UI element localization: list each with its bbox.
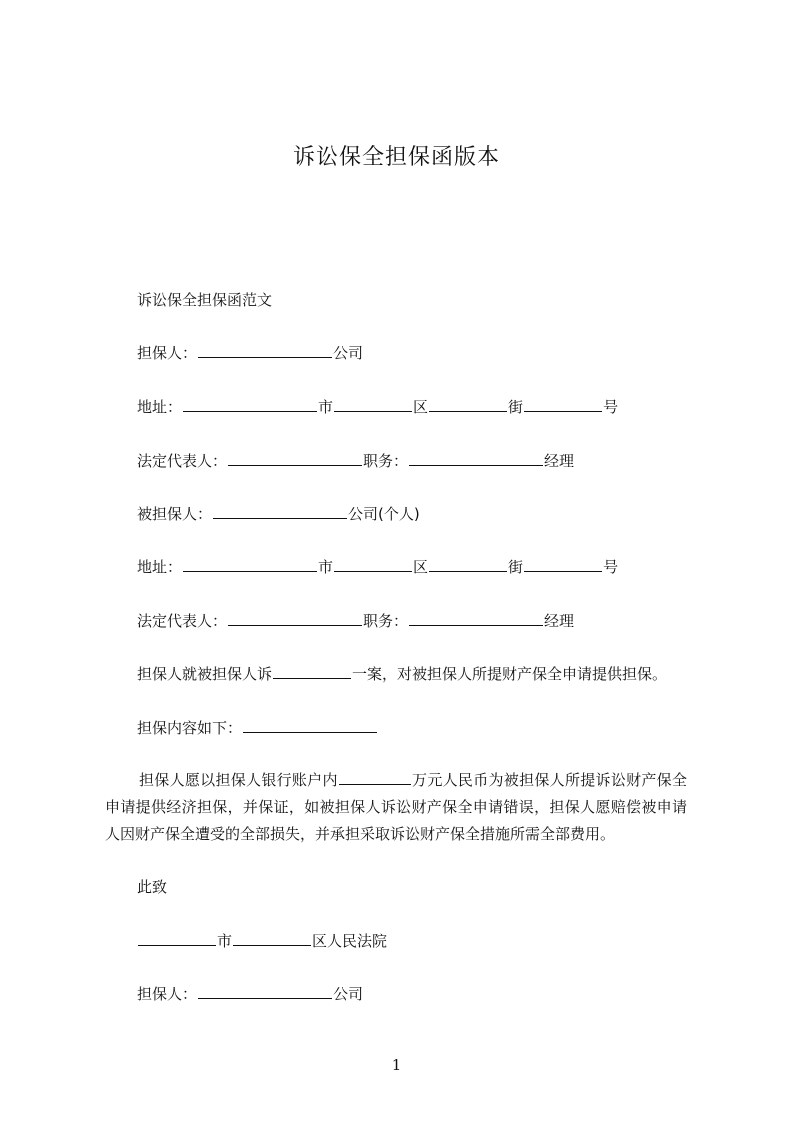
- district-label: 区: [413, 398, 429, 416]
- street-blank[interactable]: [429, 557, 507, 572]
- city-blank[interactable]: [183, 557, 317, 572]
- guarantor-line: [137, 343, 363, 363]
- street-label: 街: [508, 398, 524, 416]
- rep-blank[interactable]: [228, 451, 362, 466]
- number-blank[interactable]: [524, 397, 602, 412]
- case-after: 一案，对被担保人所提财产保全申请提供担保。: [352, 665, 668, 683]
- address-line-2: [137, 557, 618, 577]
- signature-suffix: 公司: [333, 985, 364, 1003]
- rep-blank[interactable]: [228, 611, 362, 626]
- guaranteed-label: 被担保人：: [137, 505, 213, 523]
- case-blank[interactable]: [273, 664, 351, 679]
- content-line: [137, 718, 378, 738]
- guarantor-suffix: 公司: [333, 344, 364, 362]
- number-label: 号: [603, 398, 619, 416]
- court-city-label: 市: [217, 932, 233, 950]
- street-label: 街: [508, 558, 524, 576]
- heading: 诉讼保全担保函范文: [137, 291, 273, 309]
- position-title: 经理: [544, 452, 575, 470]
- guarantor-blank[interactable]: [198, 343, 332, 358]
- guaranteed-suffix: 公司(个人): [348, 505, 420, 523]
- street-blank[interactable]: [429, 397, 507, 412]
- signature-label: 担保人：: [137, 985, 198, 1003]
- district-blank[interactable]: [334, 557, 412, 572]
- content-blank[interactable]: [243, 718, 377, 733]
- city-blank[interactable]: [183, 397, 317, 412]
- city-label: 市: [318, 398, 334, 416]
- court-district-blank[interactable]: [233, 931, 311, 946]
- position-label: 职务：: [363, 612, 409, 630]
- court-line: [137, 931, 387, 951]
- signature-blank[interactable]: [198, 984, 332, 999]
- rep-label: 法定代表人：: [137, 452, 228, 470]
- district-label: 区: [413, 558, 429, 576]
- content-label: 担保内容如下：: [137, 719, 243, 737]
- salutation: 此致: [137, 878, 168, 896]
- position-blank[interactable]: [409, 451, 543, 466]
- amount-blank[interactable]: [339, 770, 411, 785]
- guaranteed-line: [137, 504, 420, 524]
- position-title: 经理: [544, 612, 575, 630]
- address-label: 地址：: [137, 558, 183, 576]
- guarantor-label: 担保人：: [137, 344, 198, 362]
- body-before: 担保人愿以担保人银行账户内: [139, 771, 338, 789]
- court-city-blank[interactable]: [138, 931, 216, 946]
- court-suffix: 区人民法院: [312, 932, 388, 950]
- signature-line: [137, 984, 363, 1004]
- address-line-1: [137, 397, 618, 417]
- page-number: 1: [391, 1056, 402, 1074]
- case-line: [137, 664, 667, 684]
- position-blank[interactable]: [409, 611, 543, 626]
- rep-label: 法定代表人：: [137, 612, 228, 630]
- city-label: 市: [318, 558, 334, 576]
- district-blank[interactable]: [334, 397, 412, 412]
- representative-line-1: [137, 451, 574, 471]
- address-label: 地址：: [137, 398, 183, 416]
- case-before: 担保人就被担保人诉: [137, 665, 273, 683]
- number-blank[interactable]: [524, 557, 602, 572]
- number-label: 号: [603, 558, 619, 576]
- body-after: 万元人民币为被担保人所提诉讼财产保全申请提供经济担保，并保证，如被担保人诉讼财产保全申请错误，担保人愿赔偿被申请人因财产保全遭受的全部损失，并承担采取诉讼财产保全措施所需全部费用。: [105, 771, 687, 843]
- representative-line-2: [137, 611, 574, 631]
- document-title: 诉讼保全担保函版本: [292, 145, 500, 170]
- guaranteed-blank[interactable]: [213, 504, 347, 519]
- position-label: 职务：: [363, 452, 409, 470]
- body-paragraph: [105, 767, 687, 848]
